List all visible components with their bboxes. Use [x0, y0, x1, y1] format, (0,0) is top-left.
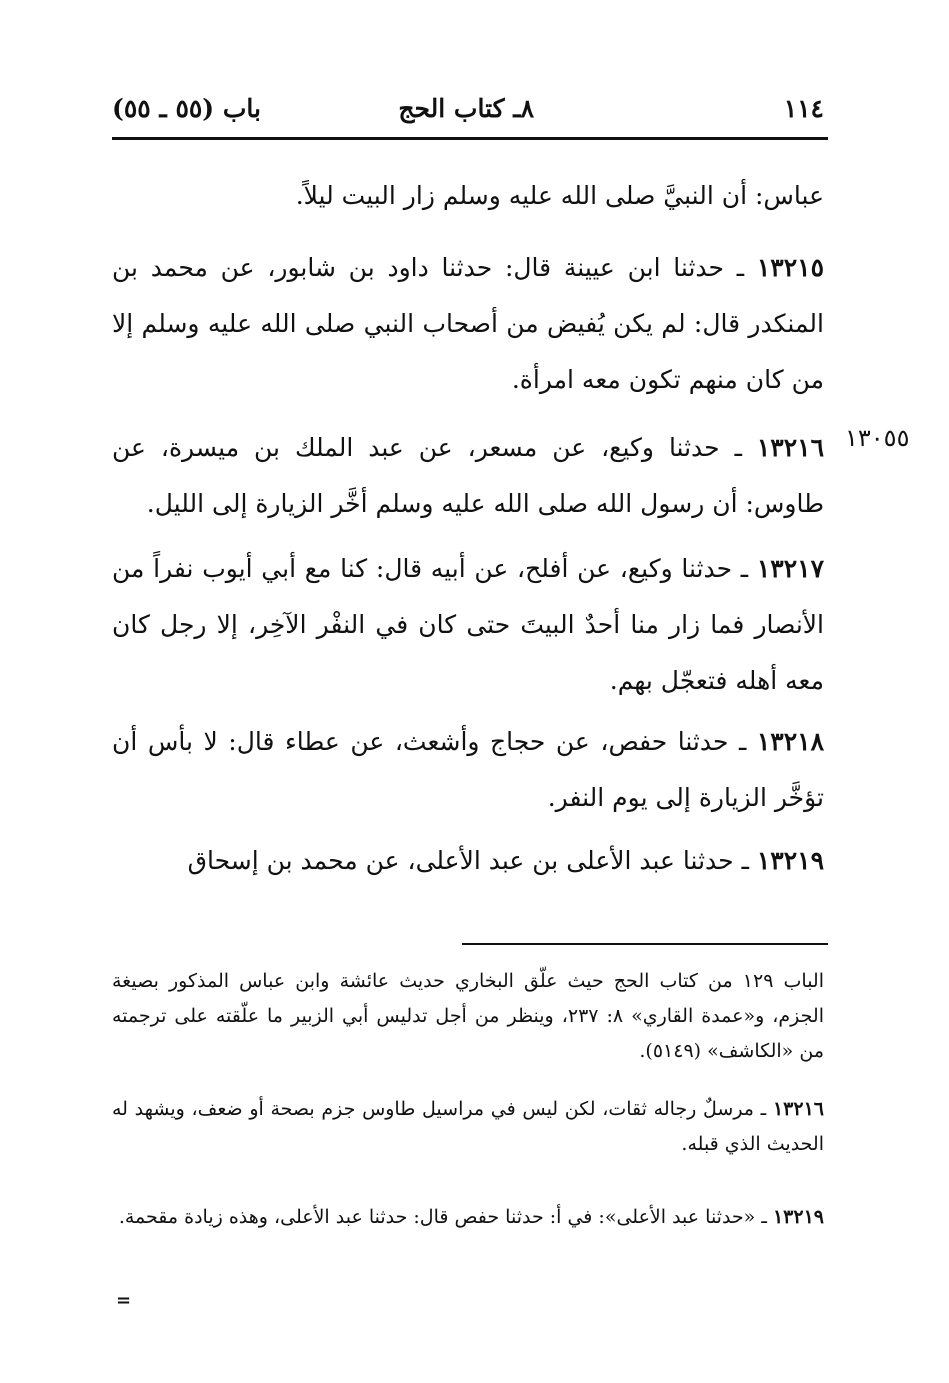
footnote-text: ـ مرسلٌ رجاله ثقات، لكن ليس في مراسيل طاوس جزم بصحة أو ضعف، ويشهد له الحديث الذي قبله.: [112, 1098, 824, 1155]
hadith-paragraph: [112, 833, 824, 889]
page-header: [112, 90, 824, 130]
hadith-number: ١٣٢١٥: [756, 253, 824, 282]
hadith-paragraph: [112, 714, 824, 826]
hadith-text: ـ حدثنا وكيع، عن أفلح، عن أبيه قال: كنا مع أبي أيوب نفراً من الأنصار فما زار منا أحدٌ البيتَ حتى كان في النفْر الآخِر، إلا رجل كان معه أهله فتعجّل بهم.: [112, 554, 824, 695]
hadith-number: ١٣٢١٨: [756, 727, 824, 756]
footnote: [112, 1200, 824, 1235]
hadith-text: ـ حدثنا ابن عيينة قال: حدثنا داود بن شابور، عن محمد بن المنكدر قال: لم يكن يُفيض من أصحاب النبي صلى الله عليه وسلم إلا من كان منهم تكون معه امرأة.: [112, 253, 824, 394]
footnote: [112, 1092, 824, 1162]
hadith-number: ١٣٢١٦: [756, 433, 824, 462]
hadith-paragraph: [112, 168, 824, 224]
footnote-number: ١٣٢١٩: [772, 1206, 824, 1228]
hadith-paragraph: [112, 420, 824, 532]
chapter-label: باب (٥٥ ـ ٥٥): [112, 94, 261, 123]
book-title: ٨ـ كتاب الحج: [398, 94, 534, 123]
hadith-text: عباس: أن النبيَّ صلى الله عليه وسلم زار البيت ليلاً.: [295, 181, 824, 210]
hadith-number: ١٣٢١٩: [756, 846, 824, 875]
margin-hadith-number: ١٣٠٥٥: [845, 424, 910, 452]
hadith-text: ـ حدثنا حفص، عن حجاج وأشعث، عن عطاء قال: لا بأس أن تؤخَّر الزيارة إلى يوم النفر.: [112, 727, 824, 812]
footnote-text: ـ «حدثنا عبد الأعلى»: في أ: حدثنا حفص قال: حدثنا عبد الأعلى، وهذه زيادة مقحمة.: [118, 1206, 767, 1228]
hadith-text: ـ حدثنا وكيع، عن مسعر، عن عبد الملك بن ميسرة، عن طاوس: أن رسول الله صلى الله عليه وسلم أخَّر الزيارة إلى الليل.: [112, 433, 824, 518]
page-number: ١١٤: [783, 94, 824, 123]
footnote-text: الباب ١٢٩ من كتاب الحج حيث علّق البخاري حديث عائشة وابن عباس المذكور بصيغة الجزم، و«عمدة القاري» ٨: ٢٣٧، وينظر من أجل تدليس أبي الزبير ما علّقته على ترجمته من «الكاشف» (٥١٤٩).: [112, 970, 824, 1062]
hadith-text: ـ حدثنا عبد الأعلى بن عبد الأعلى، عن محمد بن إسحاق: [187, 846, 749, 875]
header-rule: [112, 137, 828, 140]
footnote: [112, 964, 824, 1069]
footnote-separator: [462, 943, 828, 945]
hadith-number: ١٣٢١٧: [756, 554, 824, 583]
hadith-paragraph: [112, 240, 824, 408]
hadith-paragraph: [112, 541, 824, 709]
continuation-mark: =: [116, 1290, 132, 1311]
footnote-number: ١٣٢١٦: [772, 1098, 824, 1120]
